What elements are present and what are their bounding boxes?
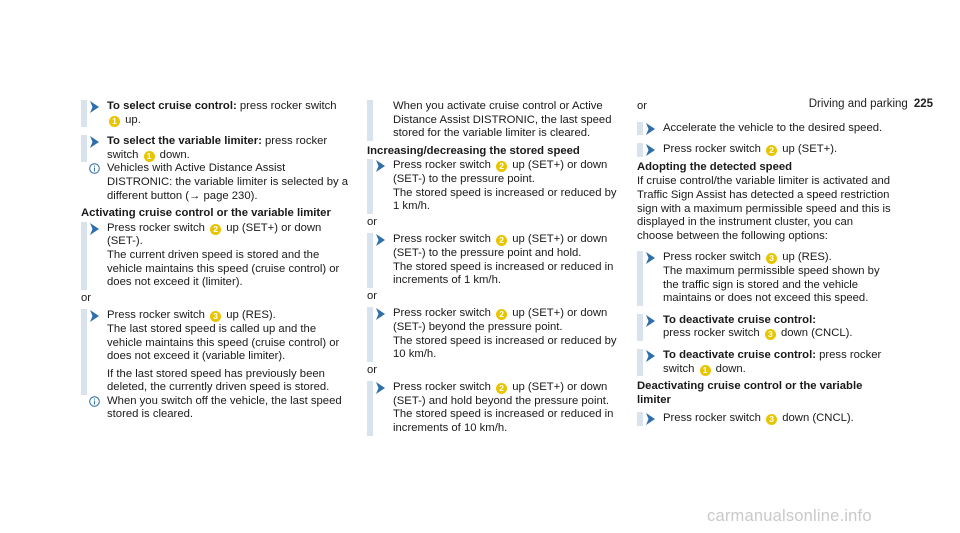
- or-text: or: [367, 289, 378, 302]
- action-arrow-icon: [89, 310, 100, 322]
- instruction-step-10: Press rocker switch 2 up (SET+) or down (SET-) beyond the pressure point. The stored speed is increased or reduced by 10 km/h.: [367, 307, 622, 361]
- instruction-title: To deactivate cruise control:: [663, 348, 816, 361]
- action-arrow-icon: [375, 382, 386, 394]
- callout-number: 2: [496, 161, 507, 172]
- column-right: [637, 100, 892, 426]
- or-text: or: [637, 100, 648, 112]
- note-switch-off: When you switch off the vehicle, the last speed stored is cleared.: [81, 395, 349, 422]
- callout-number: 2: [766, 145, 777, 156]
- callout-number: 3: [210, 311, 221, 322]
- callout-number: 2: [496, 309, 507, 320]
- action-arrow-icon: [89, 223, 100, 235]
- instruction-select-limiter: To select the variable limiter: press rocker switch 1 down.: [81, 135, 349, 162]
- action-arrow-icon: [645, 413, 656, 425]
- action-arrow-icon: [645, 252, 656, 264]
- watermark: carmanualsonline.info: [707, 507, 872, 525]
- instruction-title: To select the variable limiter:: [107, 135, 262, 148]
- instruction-step-1-hold: Press rocker switch 2 up (SET+) or down (SET-) to the pressure point and hold. The stored speed is increased or reduced in increments of 1 km/h.: [367, 233, 622, 287]
- callout-number: 1: [700, 365, 711, 376]
- instruction-title: To deactivate cruise control:: [663, 313, 816, 326]
- action-arrow-icon: [645, 144, 656, 156]
- instruction-resume-detected: Press rocker switch 3 up (RES). The maximum permissible speed shown by the traffic sign is stored and the vehicle maintains or does not exceed this speed.: [637, 251, 892, 305]
- adopting-paragraph: If cruise control/the variable limiter is activated and Traffic Sign Assist has detected a speed restriction sign with a maximum permissible speed and this is displayed in the instrument cluster, you can choose between the following options:: [637, 175, 891, 242]
- callout-number: 1: [109, 116, 120, 127]
- callout-number: 3: [765, 329, 776, 340]
- intro-text: When you activate cruise control or Active Distance Assist DISTRONIC, the last speed stored for the variable limiter is cleared.: [367, 100, 622, 141]
- column-middle: [367, 100, 622, 436]
- or-text: or: [367, 363, 378, 376]
- action-arrow-icon: [375, 234, 386, 246]
- heading-adopting: Adopting the detected speed: [637, 160, 793, 173]
- page-number: 225: [913, 98, 933, 110]
- instruction-set-speed: Press rocker switch 2 up (SET+) or down (SET-). The current driven speed is stored and the vehicle maintains this speed (cruise control) or does not exceed it (limiter).: [81, 222, 349, 290]
- instruction-title: To select cruise control:: [107, 100, 237, 112]
- callout-number: 1: [144, 151, 155, 162]
- instruction-deactivate-down: To deactivate cruise control: press rocker switch 1 down.: [637, 349, 892, 376]
- callout-number: 2: [496, 383, 507, 394]
- action-arrow-icon: [375, 160, 386, 172]
- instruction-accelerate: Accelerate the vehicle to the desired speed.: [637, 122, 892, 136]
- action-arrow-icon: [645, 350, 656, 362]
- or-text: or: [367, 215, 378, 228]
- callout-number: 3: [766, 253, 777, 264]
- info-icon: [89, 163, 100, 175]
- callout-number: 2: [210, 224, 221, 235]
- note-distronic: Vehicles with Active Distance Assist DISTRONIC: the variable limiter is selected by a different button (→ page 230).: [81, 162, 349, 203]
- instruction-step-1: Press rocker switch 2 up (SET+) or down (SET-) to the pressure point. The stored speed is increased or reduced by 1 km/h.: [367, 159, 622, 213]
- action-arrow-icon: [645, 123, 656, 135]
- instruction-cncl: Press rocker switch 3 down (CNCL).: [637, 412, 892, 426]
- callout-number: 2: [496, 235, 507, 246]
- heading-increasing-decreasing: Increasing/decreasing the stored speed: [367, 144, 580, 157]
- column-left: [81, 100, 349, 422]
- instruction-select-cruise: To select cruise control: press rocker switch 1 up.: [81, 100, 349, 127]
- action-arrow-icon: [89, 101, 100, 113]
- or-text: or: [81, 291, 92, 304]
- callout-number: 3: [766, 414, 777, 425]
- instruction-set-plus: Press rocker switch 2 up (SET+).: [637, 143, 892, 157]
- heading-deactivating: Deactivating cruise control or the variable limiter: [637, 380, 863, 406]
- instruction-resume-speed: Press rocker switch 3 up (RES). The last stored speed is called up and the vehicle maintains this speed (cruise control) or does not exceed it (variable limiter). If the last stored speed has previously been deleted, the currently driven speed is stored.: [81, 309, 349, 395]
- action-arrow-icon: [645, 315, 656, 327]
- action-arrow-icon: [375, 308, 386, 320]
- section-title: Driving and parking: [808, 98, 908, 110]
- instruction-step-10-hold: Press rocker switch 2 up (SET+) or down (SET-) and hold beyond the pressure point. The stored speed is increased or reduced in increments of 10 km/h.: [367, 381, 622, 435]
- action-arrow-icon: [89, 136, 100, 148]
- heading-activating: Activating cruise control or the variable limiter: [81, 207, 331, 220]
- instruction-deactivate-cncl: To deactivate cruise control: press rocker switch 3 down (CNCL).: [637, 314, 892, 341]
- info-icon: [89, 396, 100, 408]
